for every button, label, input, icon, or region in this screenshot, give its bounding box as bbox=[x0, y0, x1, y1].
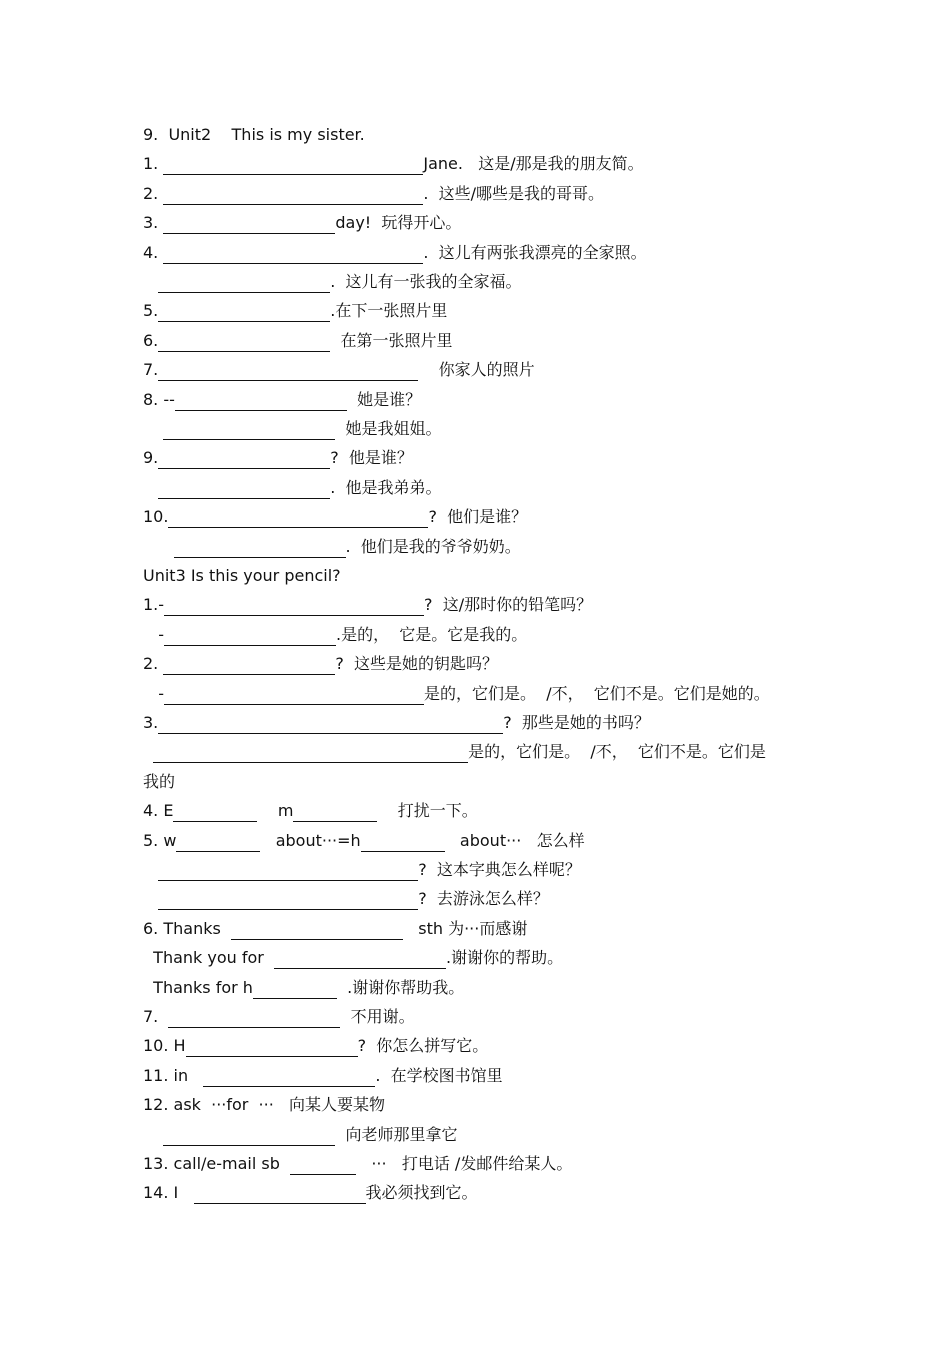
worksheet-line bbox=[143, 153, 644, 175]
line-text: 14. I bbox=[143, 1183, 194, 1203]
line-text: 7. bbox=[143, 360, 159, 380]
worksheet-line bbox=[143, 300, 447, 322]
line-text bbox=[143, 1124, 163, 1146]
line-text: 她是我姐姐。 bbox=[335, 419, 442, 438]
line-text bbox=[143, 536, 174, 558]
fill-in-blank[interactable] bbox=[203, 1069, 375, 1087]
line-text: Thanks for h bbox=[143, 977, 253, 997]
worksheet-line bbox=[143, 830, 585, 852]
line-text: 9. Unit2 This is my sister. bbox=[143, 125, 365, 144]
fill-in-blank[interactable] bbox=[158, 892, 418, 910]
fill-in-blank[interactable] bbox=[168, 510, 428, 528]
line-text: 6. bbox=[143, 330, 159, 350]
fill-in-blank[interactable] bbox=[361, 834, 445, 852]
worksheet-line bbox=[143, 624, 527, 646]
fill-in-blank[interactable] bbox=[163, 1128, 335, 1146]
line-text: - bbox=[143, 683, 165, 703]
worksheet-line bbox=[143, 683, 770, 705]
line-text: 8. -- bbox=[143, 389, 175, 409]
line-text: 6. Thanks bbox=[143, 918, 231, 938]
worksheet-line bbox=[143, 1035, 488, 1057]
worksheet-line bbox=[143, 330, 452, 352]
fill-in-blank[interactable] bbox=[158, 304, 330, 322]
line-text: ··· 打电话 /发邮件给某人。 bbox=[356, 1154, 573, 1173]
line-text: sth 为···而感谢 bbox=[402, 918, 528, 938]
worksheet-line bbox=[143, 271, 522, 293]
line-text: Jane. 这是/那是我的朋友简。 bbox=[423, 154, 644, 174]
line-text: 向老师那里拿它 bbox=[335, 1124, 458, 1144]
line-text: 打扰一下。 bbox=[377, 801, 478, 821]
line-text bbox=[143, 271, 158, 293]
fill-in-blank[interactable] bbox=[186, 1039, 358, 1057]
fill-in-blank[interactable] bbox=[158, 363, 418, 381]
line-text: about··· 怎么样 bbox=[444, 830, 585, 850]
fill-in-blank[interactable] bbox=[153, 745, 468, 763]
line-text bbox=[143, 888, 158, 910]
worksheet-line bbox=[143, 859, 581, 881]
line-text: 2. bbox=[143, 183, 164, 203]
worksheet-line bbox=[143, 359, 535, 381]
line-text: 1.- bbox=[143, 595, 165, 615]
line-text: ? 你怎么拼写它。 bbox=[357, 1036, 489, 1056]
line-text: 13. call/e-mail sb bbox=[143, 1154, 291, 1173]
worksheet-line bbox=[143, 741, 766, 763]
worksheet-line bbox=[143, 418, 442, 440]
worksheet-line bbox=[143, 124, 365, 146]
fill-in-blank[interactable] bbox=[158, 275, 330, 293]
worksheet-line bbox=[143, 1124, 458, 1146]
fill-in-blank[interactable] bbox=[164, 598, 424, 616]
line-text: 她是谁？ bbox=[346, 389, 422, 409]
line-text: Thank you for bbox=[143, 948, 275, 968]
line-text: 4. bbox=[143, 242, 164, 262]
worksheet-line bbox=[143, 594, 592, 616]
line-text: ? 他们是谁？ bbox=[428, 507, 528, 527]
line-text: about···=h bbox=[260, 830, 361, 850]
line-text: ? 这些是她的钥匙吗？ bbox=[335, 654, 499, 674]
worksheet-line bbox=[143, 1182, 478, 1204]
worksheet-line bbox=[143, 1065, 503, 1087]
worksheet-line bbox=[143, 712, 650, 734]
line-text: m bbox=[257, 801, 294, 821]
line-text: - bbox=[143, 624, 165, 644]
fill-in-blank[interactable] bbox=[164, 687, 424, 705]
line-text: 在第一张照片里 bbox=[330, 330, 453, 350]
worksheet-line bbox=[143, 565, 341, 587]
fill-in-blank[interactable] bbox=[158, 716, 503, 734]
line-text: 是的，它们是。 /不， 它们不是。它们是她的。 bbox=[424, 683, 770, 703]
line-text: 你家人的照片 bbox=[418, 360, 535, 380]
worksheet-line bbox=[143, 536, 521, 558]
line-text: 10. bbox=[143, 507, 169, 527]
line-text: . 他是我弟弟。 bbox=[330, 477, 442, 497]
worksheet-line bbox=[143, 447, 413, 469]
fill-in-blank[interactable] bbox=[176, 834, 260, 852]
fill-in-blank[interactable] bbox=[231, 922, 403, 940]
line-text: 2. bbox=[143, 654, 164, 674]
worksheet-line bbox=[143, 183, 604, 205]
line-text: day! 玩得开心。 bbox=[335, 213, 462, 233]
worksheet-line bbox=[143, 1094, 385, 1116]
fill-in-blank[interactable] bbox=[164, 628, 336, 646]
fill-in-blank[interactable] bbox=[293, 804, 377, 822]
line-text bbox=[143, 741, 153, 763]
line-text bbox=[143, 859, 158, 881]
fill-in-blank[interactable] bbox=[194, 1186, 366, 1204]
fill-in-blank[interactable] bbox=[174, 540, 346, 558]
line-text: 3. bbox=[143, 713, 159, 732]
line-text: . 他们是我的爷爷奶奶。 bbox=[345, 536, 521, 556]
line-text: ? 这本字典怎么样呢？ bbox=[418, 860, 581, 879]
line-text: ? 这/那时你的铅笔吗？ bbox=[424, 595, 593, 615]
worksheet-line bbox=[143, 947, 563, 969]
fill-in-blank[interactable] bbox=[290, 1157, 356, 1175]
fill-in-blank[interactable] bbox=[274, 951, 446, 969]
worksheet-line bbox=[143, 977, 464, 999]
fill-in-blank[interactable] bbox=[168, 1010, 340, 1028]
worksheet-line bbox=[143, 477, 442, 499]
worksheet-line bbox=[143, 888, 549, 910]
line-text: 3. bbox=[143, 213, 164, 233]
line-text: . 这儿有一张我的全家福。 bbox=[330, 272, 522, 291]
line-text: 我的 bbox=[143, 771, 176, 791]
fill-in-blank[interactable] bbox=[158, 481, 330, 499]
line-text: ? 他是谁？ bbox=[330, 448, 413, 468]
line-text: 11. in bbox=[143, 1065, 204, 1085]
line-text: 10. H bbox=[143, 1036, 186, 1056]
line-text: . 这儿有两张我漂亮的全家照。 bbox=[423, 242, 647, 262]
fill-in-blank[interactable] bbox=[163, 187, 423, 205]
worksheet-line bbox=[143, 212, 461, 234]
line-text: 不用谢。 bbox=[340, 1007, 415, 1026]
worksheet-line bbox=[143, 506, 527, 528]
line-text: 1. bbox=[143, 154, 164, 174]
fill-in-blank[interactable] bbox=[175, 393, 347, 411]
line-text: Unit3 Is this your pencil? bbox=[143, 566, 341, 585]
line-text: 9. bbox=[143, 448, 159, 468]
fill-in-blank[interactable] bbox=[173, 804, 257, 822]
worksheet-line bbox=[143, 242, 647, 264]
worksheet-line bbox=[143, 653, 498, 675]
worksheet-line bbox=[143, 771, 175, 793]
line-text: ? 去游泳怎么样？ bbox=[418, 889, 549, 909]
fill-in-blank[interactable] bbox=[163, 657, 335, 675]
worksheet-line bbox=[143, 1006, 415, 1028]
line-text: 7. bbox=[143, 1007, 169, 1026]
line-text: . 在学校图书馆里 bbox=[375, 1065, 503, 1085]
line-text: .谢谢你的帮助。 bbox=[446, 948, 564, 968]
worksheet-line bbox=[143, 918, 527, 940]
worksheet-line bbox=[143, 389, 421, 411]
line-text: .是的， 它是。它是我的。 bbox=[336, 624, 528, 644]
line-text bbox=[143, 418, 163, 440]
line-text: 12. ask ···for ··· 向某人要某物 bbox=[143, 1095, 386, 1115]
worksheet-line bbox=[143, 1153, 572, 1175]
fill-in-blank[interactable] bbox=[163, 216, 335, 234]
fill-in-blank[interactable] bbox=[158, 451, 330, 469]
fill-in-blank[interactable] bbox=[163, 246, 423, 264]
line-text: .谢谢你帮助我。 bbox=[336, 977, 465, 997]
line-text: . 这些/哪些是我的哥哥。 bbox=[423, 183, 605, 203]
line-text: 4. E bbox=[143, 801, 174, 821]
fill-in-blank[interactable] bbox=[158, 863, 418, 881]
line-text: .在下一张照片里 bbox=[330, 301, 448, 321]
line-text: 我必须找到它。 bbox=[365, 1183, 478, 1203]
line-text: 5. w bbox=[143, 830, 177, 850]
fill-in-blank[interactable] bbox=[158, 334, 330, 352]
fill-in-blank[interactable] bbox=[163, 422, 335, 440]
line-text: ? 那些是她的书吗？ bbox=[503, 713, 650, 732]
line-text: 5. bbox=[143, 301, 159, 321]
worksheet-line bbox=[143, 800, 478, 822]
fill-in-blank[interactable] bbox=[163, 157, 423, 175]
fill-in-blank[interactable] bbox=[253, 981, 337, 999]
line-text bbox=[143, 477, 158, 499]
line-text: 是的，它们是。 /不， 它们不是。它们是 bbox=[468, 742, 766, 762]
